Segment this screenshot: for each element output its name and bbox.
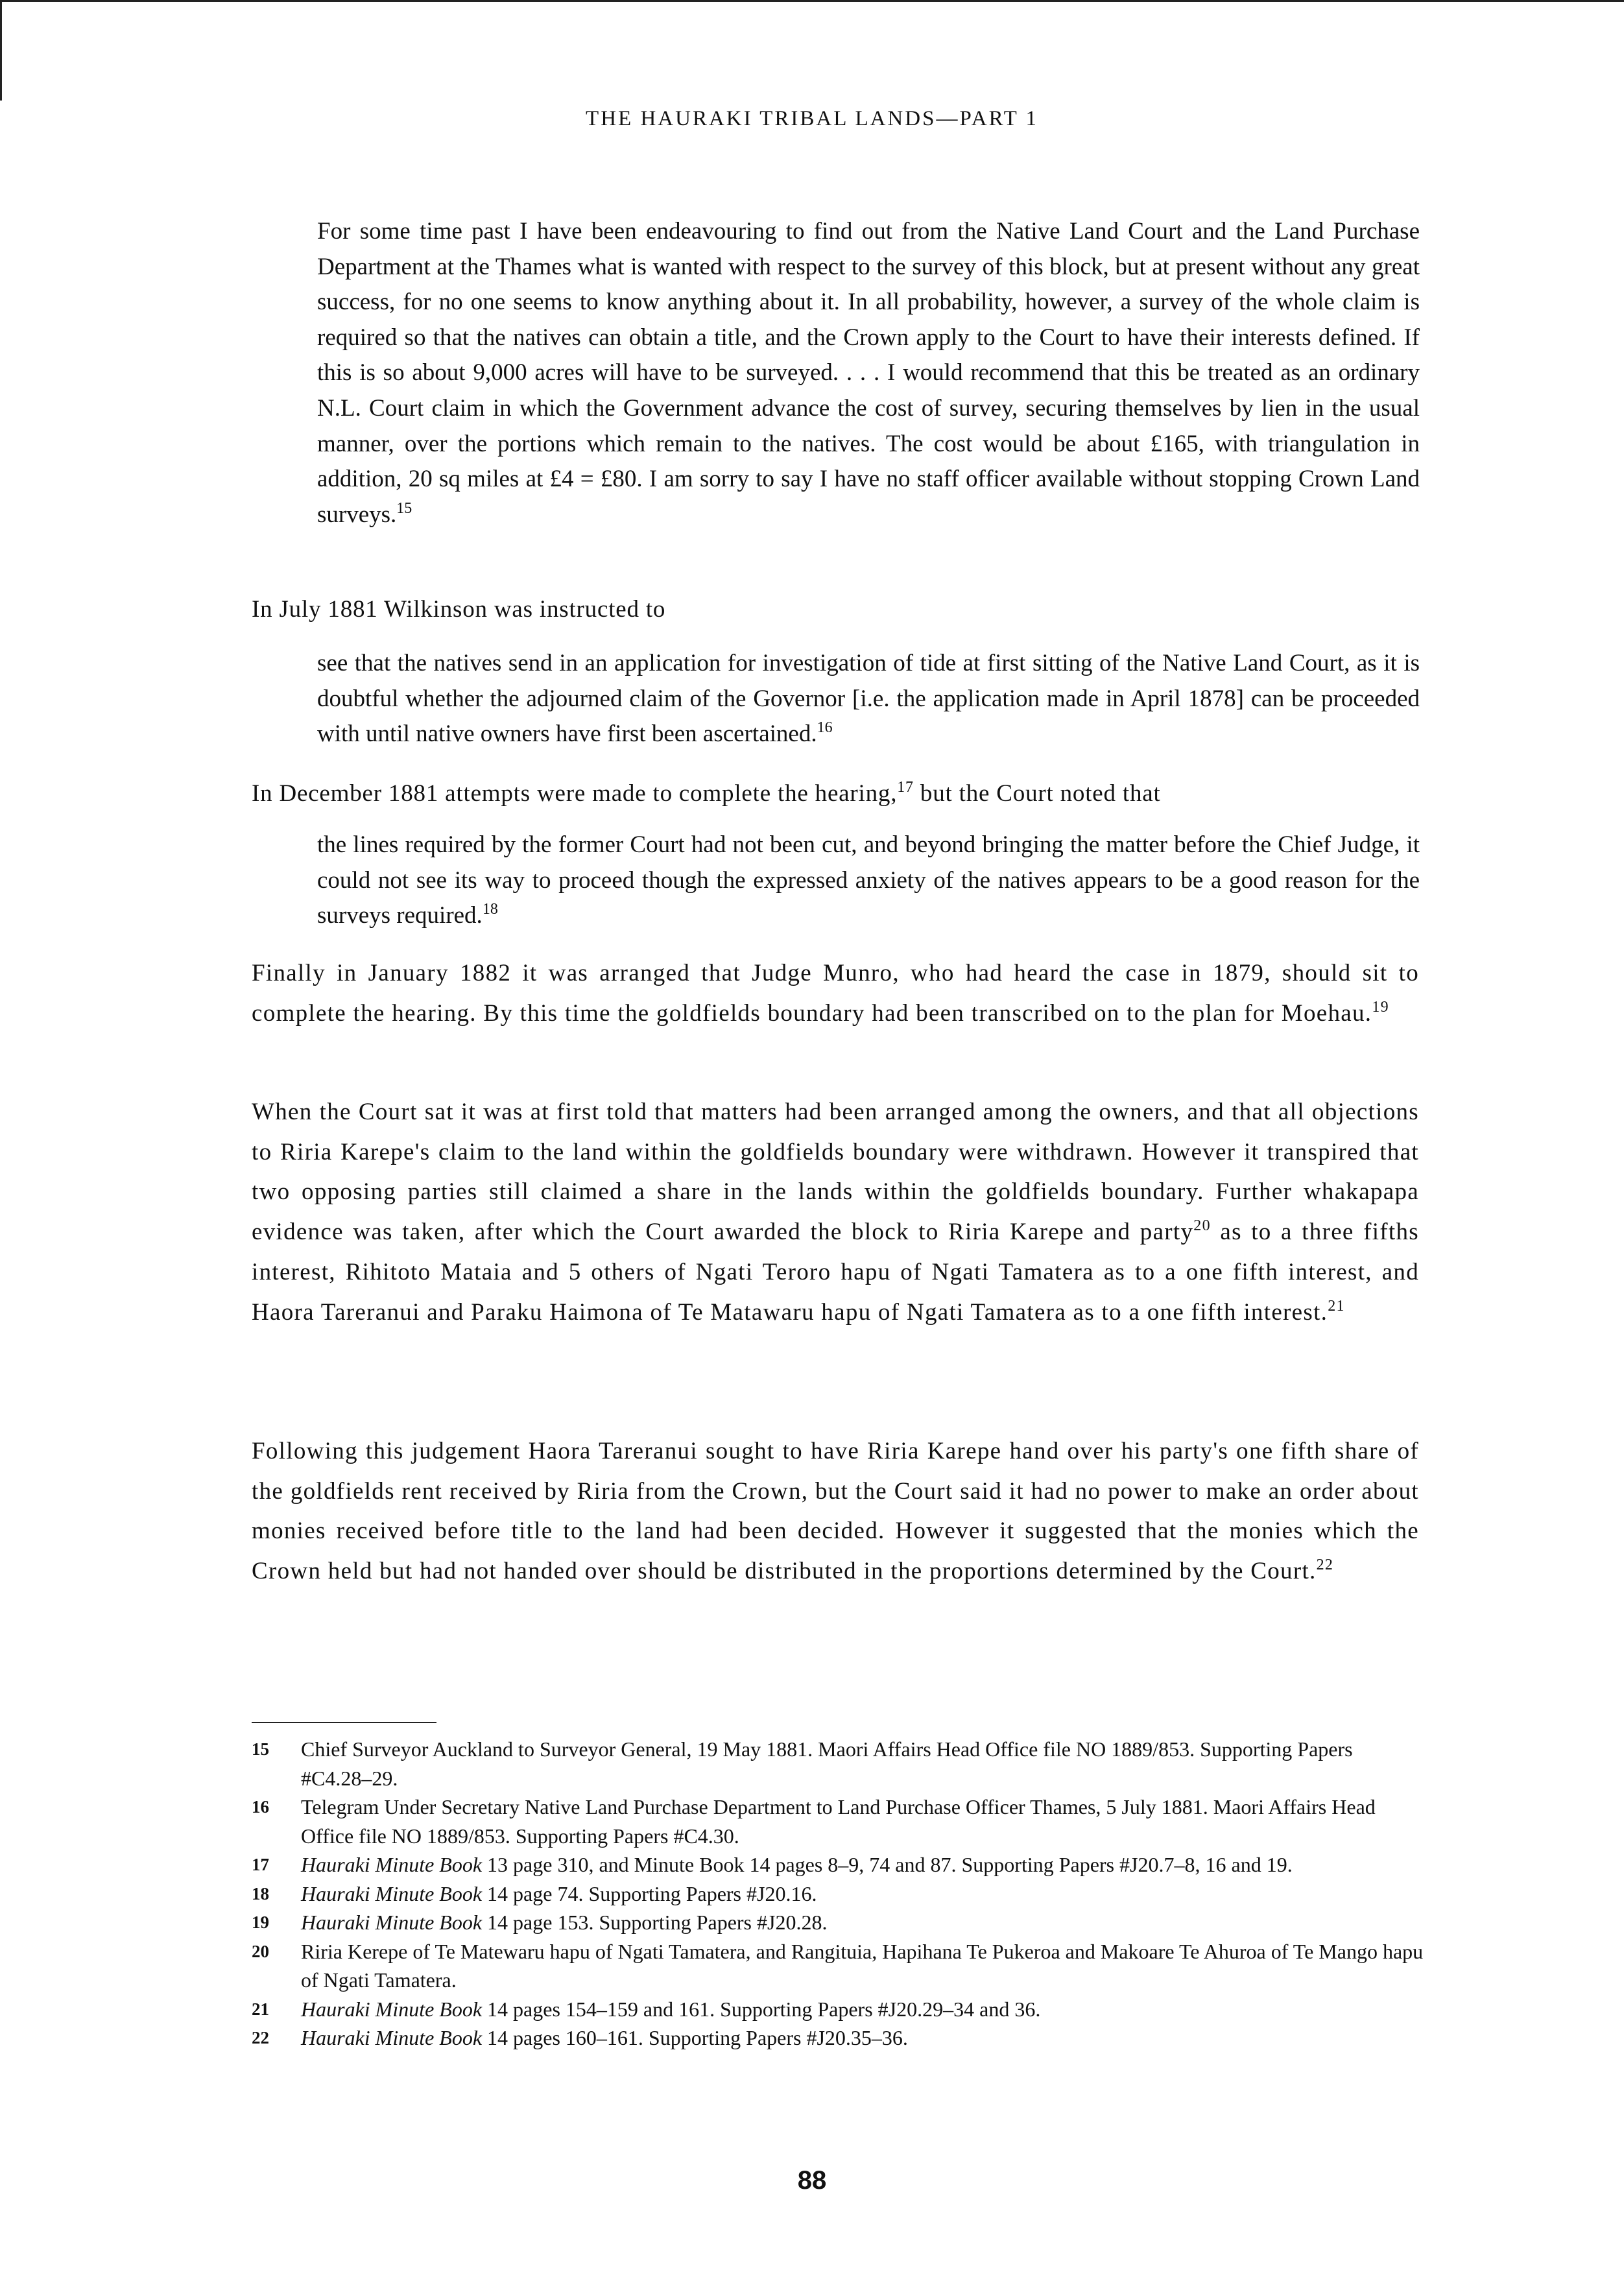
footnote-number: 16 [252, 1797, 269, 1817]
lead-2-text-b: but the Court noted that [913, 780, 1161, 807]
scan-border-left [0, 0, 6, 101]
block-quote-1 [317, 214, 1420, 532]
footnote-item [252, 1879, 1426, 1909]
block-quote-2 [317, 646, 1420, 752]
footnote-body: 14 pages 160–161. Supporting Papers #J20.35–36. [482, 2026, 908, 2049]
footnote-text [301, 1908, 1426, 1937]
footnote-item [252, 1793, 1426, 1850]
footnote-text [301, 1995, 1426, 2024]
footnote-ref-16: 16 [817, 719, 833, 737]
footnote-number: 15 [252, 1739, 269, 1759]
footnote-ref-15: 15 [396, 499, 412, 517]
footnote-number: 21 [252, 1999, 269, 2019]
block-quote-3-text: the lines required by the former Court had not been cut, and beyond bringing the matter before the Chief Judge, it could not see its way to proceed though the expressed anxiety of the natives appears to be a good reason for the surveys required. [317, 831, 1420, 929]
footnote-ref-17: 17 [897, 779, 914, 796]
footnote-number: 19 [252, 1913, 269, 1932]
footnote-item [252, 1908, 1426, 1937]
lead-in-july-1881: In July 1881 Wilkinson was instructed to [252, 596, 666, 623]
footnote-body: 14 page 153. Supporting Papers #J20.28. [482, 1911, 828, 1934]
paragraph-following-judgement [252, 1431, 1419, 1592]
footnote-number: 18 [252, 1883, 269, 1903]
footnote-divider [252, 1722, 436, 1723]
footnotes [252, 1735, 1426, 2053]
footnote-ref-19: 19 [1372, 998, 1389, 1016]
footnote-body: 14 pages 154–159 and 161. Supporting Papers #J20.29–34 and 36. [482, 1997, 1041, 2021]
footnote-item [252, 1735, 1426, 1793]
footnote-item [252, 2023, 1426, 2053]
footnote-text [301, 1850, 1426, 1879]
page-number: 88 [797, 2166, 827, 2195]
footnote-ref-21: 21 [1328, 1297, 1345, 1315]
footnote-ref-18: 18 [482, 901, 498, 918]
footnote-text [301, 2023, 1426, 2053]
footnote-body: 13 page 310, and Minute Book 14 pages 8–9, 74 and 87. Supporting Papers #J20.7–8, 16 and 19. [482, 1853, 1293, 1876]
paragraph-3-text: Following this judgement Haora Tareranui sought to have Riria Karepe hand over his party's one fifth share of the goldfields rent received by Riria from the Crown, but the Court said it had no power to make an order about monies received before title to the land had been decided. However it suggested that the monies which the Crown held but had not handed over should be distributed in the proportions determined by the Court. [252, 1438, 1419, 1585]
footnote-item [252, 1995, 1426, 2024]
footnote-italic: Hauraki Minute Book [301, 1911, 483, 1934]
block-quote-1-text: For some time past I have been endeavouring to find out from the Native Land Court and the Land Purchase Department at the Thames what is wanted with respect to the survey of this block, but at present without any great success, for no one seems to know anything about it. In all probability, however, a survey of the whole claim is required so that the natives can obtain a title, and the Crown apply to the Court to have their interests defined. If this is so about 9,000 acres will have to be surveyed. . . . I would recommend that this be treated as an ordinary N.L. Court claim in which the Government advance the cost of survey, securing themselves by lien in the usual manner, over the portions which remain to the natives. The cost would be about £165, with triangulation in addition, 20 sq miles at £4 = £80. I am sorry to say I have no staff officer available without stopping Crown Land surveys. [317, 218, 1420, 528]
paragraph-2-text-b: as to a three fifths interest, Rihitoto Mataia and 5 others of Ngati Teroro hapu of Ngati Tamatera as to a one fifth interest, and Haora Tareranui and Paraku Haimona of Te Matawaru hapu of Ngati Tamatera as to a one fifth interest. [252, 1219, 1419, 1326]
running-header: THE HAURAKI TRIBAL LANDS—PART 1 [586, 107, 1038, 130]
lead-2-text-a: In December 1881 attempts were made to complete the hearing, [252, 780, 898, 807]
block-quote-2-text: see that the natives send in an application for investigation of tide at first sitting of the Native Land Court, as it is doubtful whether the adjourned claim of the Governor [i.e. the application made in April 1878] can be proceeded with until native owners have first been ascertained. [317, 650, 1420, 748]
footnote-body: 14 page 74. Supporting Papers #J20.16. [482, 1881, 817, 1905]
footnote-text [301, 1793, 1426, 1850]
block-quote-3 [317, 828, 1420, 934]
footnote-body: Riria Kerepe of Te Matewaru hapu of Ngati Tamatera, and Rangituia, Hapihana Te Pukeroa and Makoare Te Ahuroa of Te Mango hapu of Ngati Tamatera. [301, 1939, 1424, 1992]
footnote-italic: Hauraki Minute Book [301, 2026, 483, 2049]
footnote-number: 20 [252, 1941, 269, 1961]
paragraph-court-sat [252, 1092, 1419, 1332]
footnote-text [301, 1879, 1426, 1909]
paragraph-january-1882 [252, 953, 1419, 1033]
footnote-text [301, 1937, 1426, 1995]
footnote-italic: Hauraki Minute Book [301, 1997, 483, 2021]
paragraph-1-text: Finally in January 1882 it was arranged that Judge Munro, who had heard the case in 1879, should sit to complete the hearing. By this time the goldfields boundary had been transcribed on to the plan for Moehau. [252, 960, 1419, 1027]
footnote-number: 17 [252, 1855, 269, 1874]
footnote-ref-22: 22 [1316, 1556, 1334, 1574]
footnote-italic: Hauraki Minute Book [301, 1853, 483, 1876]
paragraph-2-text-a: When the Court sat it was at first told that matters had been arranged among the owners, and that all objections to Riria Karepe's claim to the land within the goldfields boundary were withdrawn. However it transpired that two opposing parties still claimed a share in the lands within the goldfields boundary. Further whakapapa evidence was taken, after which the Court awarded the block to Riria Karepe and party [252, 1099, 1419, 1246]
footnote-item [252, 1850, 1426, 1879]
footnote-number: 22 [252, 2028, 269, 2047]
footnote-body: Chief Surveyor Auckland to Surveyor General, 19 May 1881. Maori Affairs Head Office file NO 1889/853. Supporting Papers #C4.28–29. [301, 1737, 1353, 1790]
footnote-text [301, 1735, 1426, 1793]
footnote-item [252, 1937, 1426, 1995]
lead-in-december-1881 [252, 776, 1161, 811]
scan-border-top [0, 0, 1624, 5]
footnote-ref-20: 20 [1193, 1217, 1211, 1235]
footnote-italic: Hauraki Minute Book [301, 1881, 483, 1905]
footnote-body: Telegram Under Secretary Native Land Purchase Department to Land Purchase Officer Thames, 5 July 1881. Maori Affairs Head Office file NO 1889/853. Supporting Papers #C4.30. [301, 1795, 1376, 1848]
